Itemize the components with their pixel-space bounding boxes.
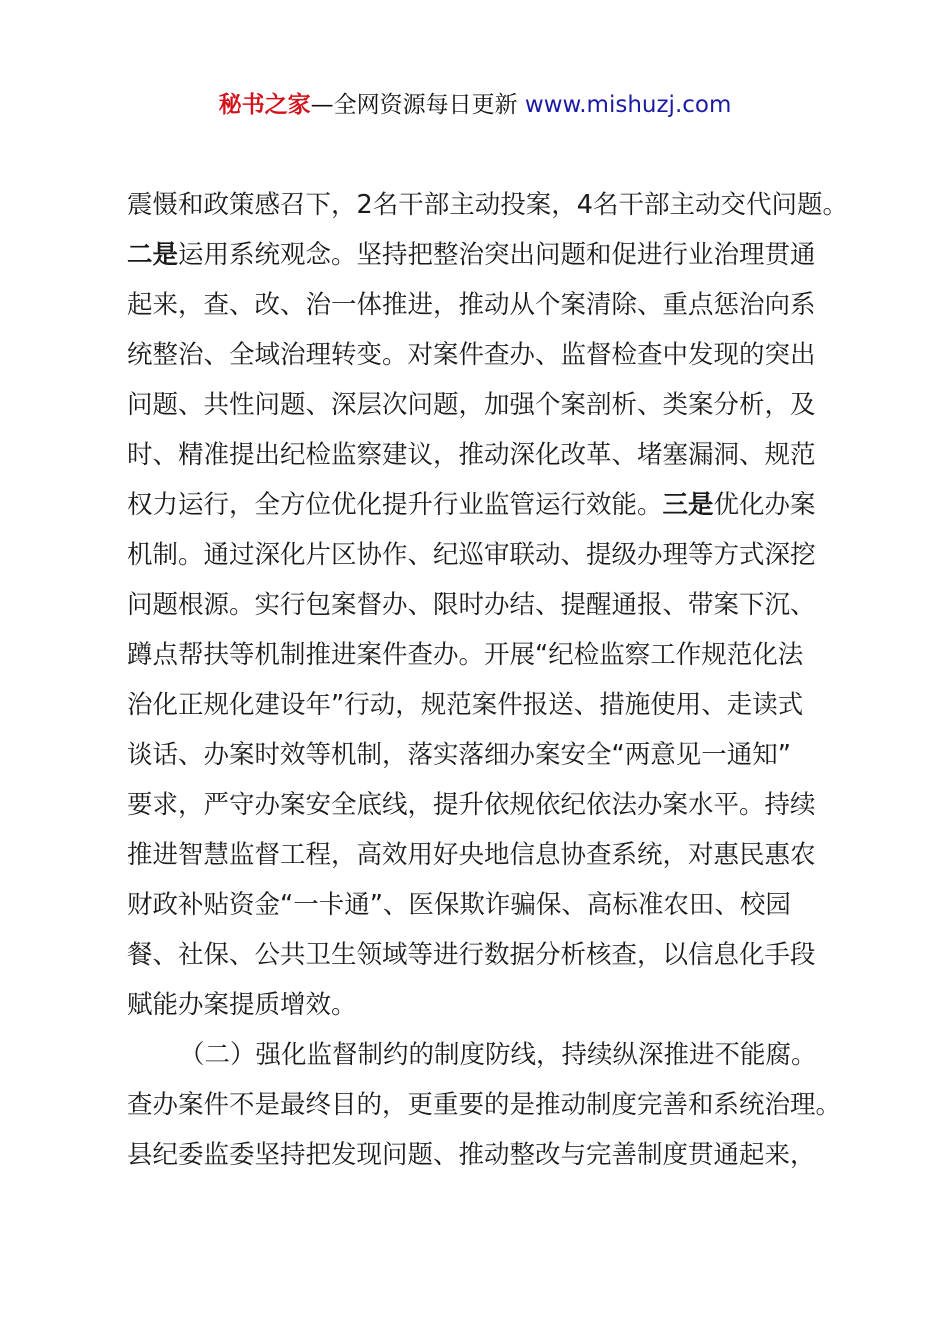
text-line — [127, 430, 837, 480]
text-line — [127, 1030, 837, 1080]
header-tagline: —全网资源每日更新 — [310, 92, 525, 118]
text-run: 时、精准提出纪检监察建议，推动深化改革、堵塞漏洞、规范 — [127, 440, 816, 470]
text-line — [127, 1130, 837, 1180]
text-run: 要求，严守办案安全底线，提升依规依纪依法办案水平。持续 — [127, 790, 816, 820]
text-run: 权力运行，全方位优化提升行业监管运行效能。 — [127, 490, 663, 520]
text-run: 赋能办案提质增效。 — [127, 990, 357, 1020]
text-line — [127, 230, 837, 280]
text-run: 财政补贴资金“一卡通”、医保欺诈骗保、高标准农田、校园 — [127, 890, 791, 920]
text-run: 餐、社保、公共卫生领域等进行数据分析核查，以信息化手段 — [127, 940, 816, 970]
text-run: 机制。通过深化片区协作、纪巡审联动、提级办理等方式深挖 — [127, 540, 816, 570]
header-url-link[interactable]: www.mishuzj.com — [524, 92, 732, 118]
text-run: 优化办案 — [713, 490, 816, 520]
text-run: 震慑和政策感召下，2名干部主动投案，4名干部主动交代问题。 — [127, 190, 848, 220]
text-line — [127, 730, 837, 780]
header-brand: 秘书之家 — [218, 92, 311, 118]
text-line — [127, 880, 837, 930]
text-line — [127, 830, 837, 880]
text-run: 查办案件不是最终目的，更重要的是推动制度完善和系统治理。 — [127, 1090, 842, 1120]
body-text — [127, 180, 848, 1180]
text-line — [127, 330, 837, 380]
text-line — [127, 580, 837, 630]
text-run: （二）强化监督制约的制度防线，持续纵深推进不能腐。 — [179, 1040, 817, 1070]
text-line — [127, 930, 837, 980]
text-line — [127, 980, 837, 1030]
text-line — [127, 630, 837, 680]
text-run: 统整治、全域治理转变。对案件查办、监督检查中发现的突出 — [127, 340, 816, 370]
text-line — [127, 480, 837, 530]
text-line — [127, 280, 837, 330]
emphasis-text: 三是 — [662, 490, 714, 520]
text-run: 治化正规化建设年”行动，规范案件报送、措施使用、走读式 — [127, 690, 804, 720]
text-line — [127, 530, 837, 580]
text-run: 蹲点帮扶等机制推进案件查办。开展“纪检监察工作规范化法 — [127, 640, 804, 670]
page-header — [0, 88, 950, 122]
text-run: 县纪委监委坚持把发现问题、推动整改与完善制度贯通起来， — [127, 1140, 816, 1170]
text-run: 起来，查、改、治一体推进，推动从个案清除、重点惩治向系 — [127, 290, 816, 320]
text-line — [127, 380, 837, 430]
text-line — [127, 780, 837, 830]
text-run: 运用系统观念。坚持把整治突出问题和促进行业治理贯通 — [178, 240, 816, 270]
text-run: 谈话、办案时效等机制，落实落细办案安全“两意见一通知” — [127, 740, 791, 770]
emphasis-text: 二是 — [127, 240, 179, 270]
text-line — [127, 1080, 842, 1130]
text-run: 推进智慧监督工程，高效用好央地信息协查系统，对惠民惠农 — [127, 840, 816, 870]
text-run: 问题根源。实行包案督办、限时办结、提醒通报、带案下沉、 — [127, 590, 816, 620]
text-line — [127, 680, 837, 730]
text-line — [127, 180, 848, 230]
text-run: 问题、共性问题、深层次问题，加强个案剖析、类案分析，及 — [127, 390, 816, 420]
